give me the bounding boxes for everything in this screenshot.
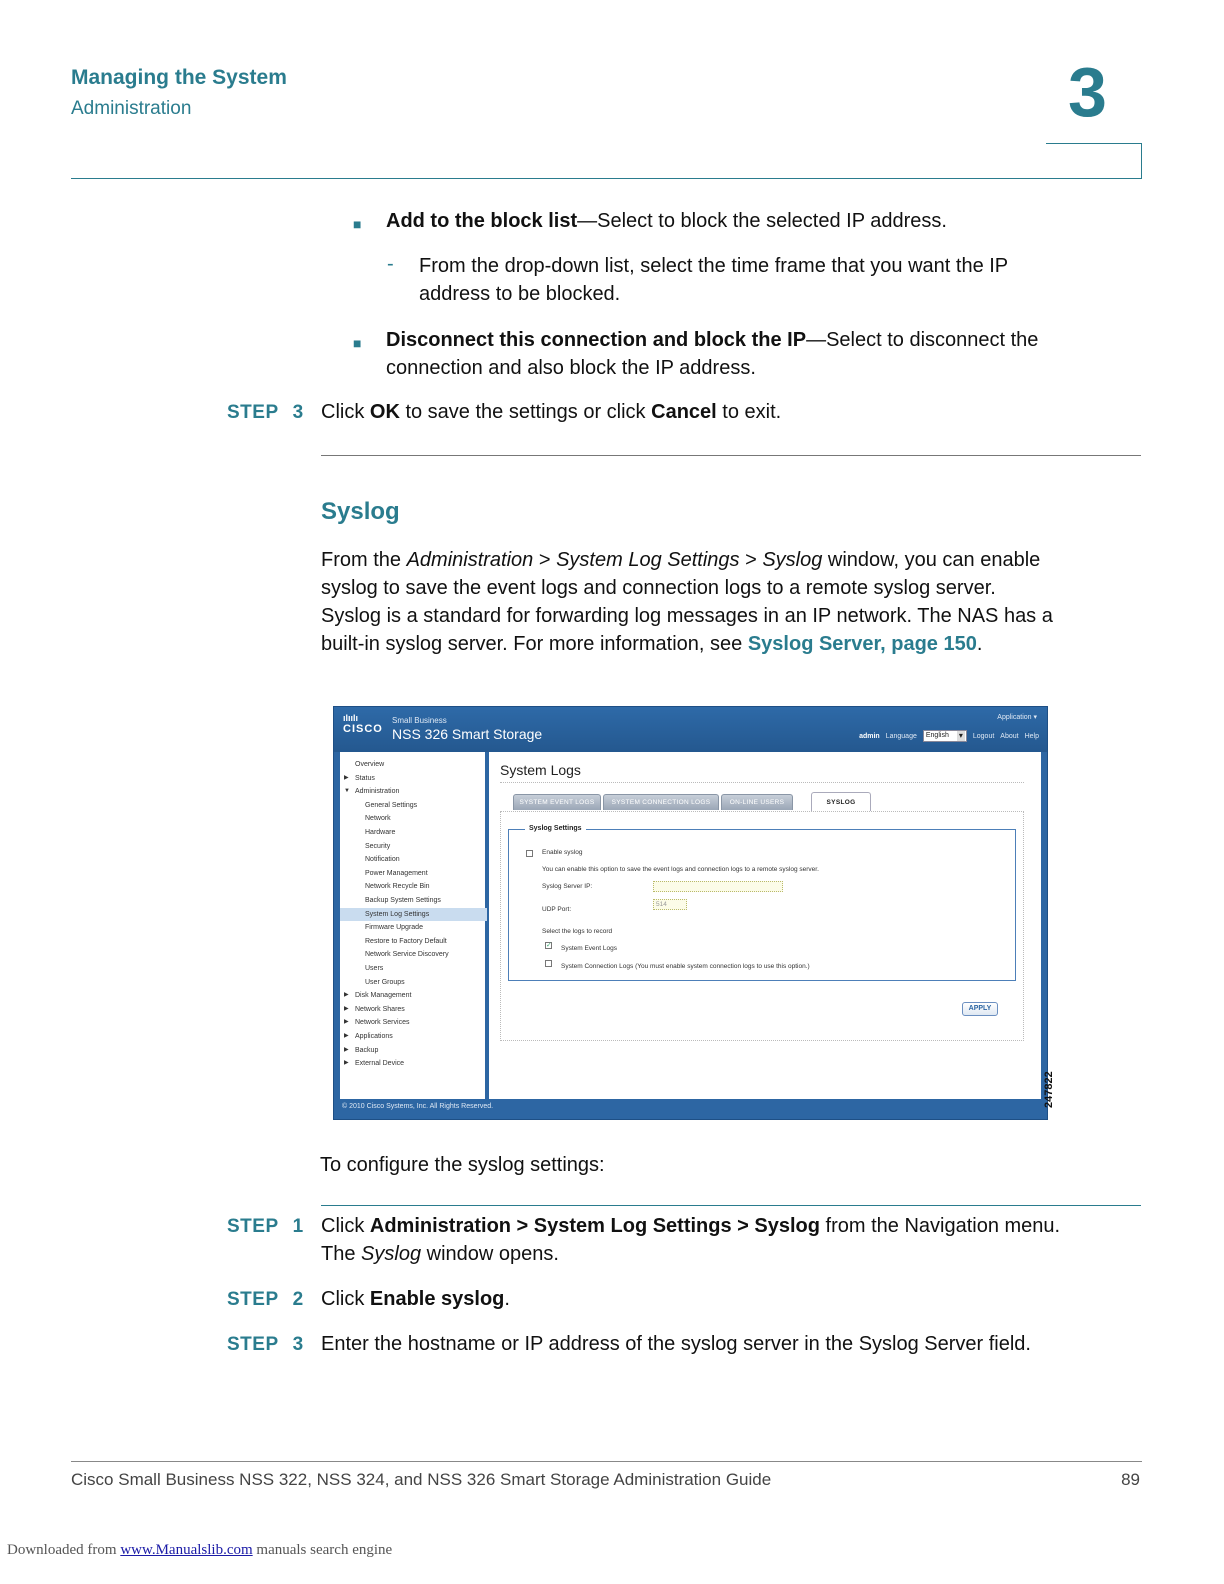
- caret-right-icon: ▶: [344, 1019, 349, 1026]
- select-logs-label: Select the logs to record: [542, 928, 613, 935]
- text-run: to save the settings or click: [399, 401, 652, 423]
- text-bold: OK: [369, 401, 400, 423]
- sidebar-item-label: User Groups: [365, 978, 405, 986]
- tab-syslog[interactable]: SYSLOG: [811, 792, 871, 811]
- sidebar-item-label: Backup System Settings: [365, 897, 441, 904]
- udp-port-label: UDP Port:: [542, 906, 572, 913]
- text-bold: Administration > System Log Settings > Syslog: [369, 1215, 820, 1237]
- text-run: .: [976, 633, 983, 655]
- sidebar-item-label: Power Management: [365, 869, 428, 877]
- step-text: [321, 1212, 1060, 1268]
- small-business-label: Small Business: [392, 716, 447, 725]
- sidebar-item-label: Network: [365, 815, 391, 823]
- text-bold: Enable syslog: [369, 1288, 505, 1310]
- bullet-rest: —Select to block the selected IP address.: [577, 210, 947, 232]
- download-prefix: Downloaded from: [7, 1542, 121, 1558]
- configure-intro: To configure the syslog settings:: [320, 1154, 605, 1176]
- sidebar-item-label: Hardware: [365, 829, 396, 836]
- application-menu[interactable]: Application ▾: [997, 714, 1037, 721]
- app-copyright: © 2010 Cisco Systems, Inc. All Rights Reserved.: [342, 1103, 494, 1110]
- title-rule: [500, 782, 1024, 783]
- bullet-block-list: [386, 207, 947, 235]
- text-italic: Syslog: [361, 1243, 422, 1265]
- tab-system-connection-logs[interactable]: SYSTEM CONNECTION LOGS: [603, 794, 719, 810]
- sidebar-item-label: Applications: [355, 1033, 393, 1040]
- about-link[interactable]: About: [1000, 732, 1019, 740]
- step-text: [321, 1285, 510, 1313]
- text-italic: Administration: [406, 549, 534, 571]
- text-run: built-in syslog server. For more information, see: [321, 633, 748, 655]
- sidebar-item-label: General Settings: [365, 801, 418, 809]
- subbullet-line1: From the drop-down list, select the time frame that you want the IP: [419, 255, 1009, 277]
- text-run: window opens.: [421, 1243, 559, 1265]
- dash-marker: -: [387, 253, 394, 275]
- step-word: STEP: [227, 1216, 279, 1237]
- bullet-marker: ■: [353, 216, 362, 232]
- app-header-bar: [334, 707, 1047, 752]
- caret-right-icon: ▶: [344, 1005, 349, 1012]
- subbullet-line2: address to be blocked.: [419, 283, 621, 305]
- step-label: [227, 402, 304, 424]
- sidebar-item-backup-system-settings[interactable]: [340, 894, 487, 907]
- syslog-description: You can enable this option to save the event logs and connection logs to a remote syslog server.: [542, 866, 819, 873]
- header-rule: [71, 178, 1142, 179]
- step-word: STEP: [227, 1289, 279, 1310]
- sidebar-item-users[interactable]: [340, 962, 487, 975]
- step-label: [227, 1334, 304, 1356]
- bullet-bold: Add to the block list: [386, 210, 578, 232]
- sidebar-item-label: System Log Settings: [365, 910, 430, 918]
- footer-rule: [71, 1461, 1142, 1462]
- screenshot-figure: [333, 706, 1048, 1120]
- enable-syslog-checkbox[interactable]: [526, 850, 533, 857]
- sidebar-item-backup[interactable]: [340, 1044, 487, 1057]
- text-italic: Syslog: [762, 549, 823, 571]
- text-run: The: [321, 1243, 362, 1265]
- sidebar-item-security[interactable]: [340, 840, 487, 853]
- text-run: window, you can enable: [822, 549, 1041, 571]
- section-paragraph: [321, 546, 1151, 658]
- bullet-disconnect: [386, 326, 1038, 382]
- main-panel: [489, 752, 1041, 1099]
- apply-button[interactable]: APPLY: [962, 1002, 998, 1016]
- connection-logs-checkbox[interactable]: [545, 960, 552, 967]
- caret-right-icon: ▶: [344, 774, 349, 781]
- sidebar-item-network-recycle-bin[interactable]: [340, 880, 487, 893]
- running-header-title: Managing the System: [71, 66, 287, 89]
- caret-right-icon: ▶: [344, 1060, 349, 1067]
- sidebar-item-disk-management[interactable]: [340, 989, 487, 1002]
- sidebar-item-firmware-upgrade[interactable]: [340, 921, 487, 934]
- bullet-line2: connection and also block the IP address.: [386, 357, 756, 379]
- sidebar-item-label: Status: [355, 774, 375, 782]
- product-name: NSS 326 Smart Storage: [392, 726, 543, 742]
- sidebar-item-label: External Device: [355, 1060, 405, 1068]
- paragraph-line: Syslog is a standard for forwarding log messages in an IP network. The NAS has a: [321, 605, 1053, 627]
- steps-rule: [321, 1205, 1141, 1206]
- page-title: System Logs: [500, 762, 581, 778]
- sidebar-item-general-settings[interactable]: [340, 799, 487, 812]
- caret-down-icon: ▼: [344, 788, 350, 795]
- text-run: Click: [321, 1215, 370, 1237]
- step-number: 1: [292, 1216, 304, 1237]
- text-run: Click: [321, 1288, 370, 1310]
- sidebar-item-label: Restore to Factory Default: [365, 937, 447, 945]
- syslog-settings-group: [508, 829, 1016, 981]
- section-rule: [321, 455, 1141, 456]
- sidebar-item-label: Backup: [355, 1046, 379, 1054]
- sidebar-item-status[interactable]: [340, 772, 487, 785]
- sidebar-item-overview[interactable]: [340, 758, 487, 771]
- sidebar-item-label: Security: [365, 842, 391, 850]
- step-text: [321, 398, 781, 426]
- sidebar-item-network-shares[interactable]: [340, 1003, 487, 1016]
- page-number: 89: [1121, 1470, 1140, 1489]
- logout-link[interactable]: Logout: [972, 732, 995, 740]
- sidebar-item-power-management[interactable]: [340, 867, 487, 880]
- sidebar-item-restore-to-factory-default[interactable]: [340, 935, 487, 948]
- figure-id: 247822: [1043, 1071, 1055, 1108]
- caret-right-icon: ▶: [344, 1046, 349, 1053]
- sidebar-item-label: Disk Management: [355, 992, 412, 1000]
- cisco-bars-icon: ılıılı: [343, 713, 359, 723]
- sidebar-item-label: Administration: [355, 788, 400, 796]
- help-link[interactable]: Help: [1024, 732, 1039, 740]
- step-number: 2: [292, 1289, 304, 1310]
- sidebar-item-network-service-discovery[interactable]: [340, 948, 487, 961]
- bullet-bold: Disconnect this connection and block the IP: [386, 329, 807, 351]
- tab-online-users[interactable]: ON-LINE USERS: [721, 794, 793, 810]
- user-name: admin: [859, 732, 880, 740]
- sidebar-item-label: Overview: [355, 761, 385, 768]
- caret-right-icon: ▶: [344, 992, 349, 999]
- text-run: Click: [321, 401, 370, 423]
- sidebar-item-label: Network Services: [355, 1019, 410, 1027]
- sidebar-item-label: Firmware Upgrade: [365, 924, 423, 932]
- event-logs-checkbox[interactable]: ✓: [546, 942, 552, 949]
- cisco-logo: [343, 714, 383, 735]
- download-suffix: manuals search engine: [252, 1542, 393, 1558]
- section-title: Syslog: [321, 498, 400, 525]
- enable-syslog-label: Enable syslog: [542, 849, 583, 856]
- navigation-tree: [340, 752, 487, 1099]
- footer-title: Cisco Small Business NSS 322, NSS 324, and NSS 326 Smart Storage Administration Guide: [71, 1470, 772, 1489]
- step-label: [227, 1216, 304, 1238]
- sidebar-item-label: Users: [365, 965, 384, 972]
- step-word: STEP: [227, 1334, 279, 1355]
- sidebar-item-notification[interactable]: [340, 853, 487, 866]
- sidebar-item-network-services[interactable]: [340, 1016, 487, 1029]
- step-number: 3: [292, 1334, 304, 1355]
- tab-system-event-logs[interactable]: SYSTEM EVENT LOGS: [513, 794, 601, 810]
- cross-reference-link[interactable]: Syslog Server, page 150: [747, 633, 977, 655]
- sidebar-item-applications[interactable]: [340, 1030, 487, 1043]
- chapter-number: 3: [1068, 53, 1107, 131]
- text-run: .: [504, 1288, 510, 1310]
- sidebar-item-network[interactable]: [340, 812, 487, 825]
- step-number: 3: [292, 402, 304, 423]
- sidebar-item-label: Network Service Discovery: [365, 951, 449, 959]
- step-word: STEP: [227, 402, 279, 423]
- sidebar-item-label: Notification: [365, 856, 400, 864]
- sidebar-item-user-groups[interactable]: [340, 976, 487, 989]
- text-run: to exit.: [716, 401, 782, 423]
- cisco-wordmark: CISCO: [343, 723, 383, 735]
- running-header-subtitle: Administration: [71, 98, 192, 119]
- top-links: [859, 730, 1039, 742]
- server-ip-input[interactable]: [653, 881, 783, 892]
- connection-logs-label: System Connection Logs (You must enable system connection logs to use this option.): [561, 963, 810, 970]
- step-label: [227, 1289, 304, 1311]
- server-ip-label: Syslog Server IP:: [542, 883, 593, 890]
- language-select[interactable]: English ▾: [923, 730, 967, 742]
- udp-port-input[interactable]: 514: [653, 899, 687, 910]
- sidebar-item-hardware[interactable]: [340, 826, 487, 839]
- text-run: from the Navigation menu.: [819, 1215, 1061, 1237]
- paragraph-line: syslog to save the event logs and connection logs to a remote syslog server.: [321, 577, 996, 599]
- group-legend: Syslog Settings: [525, 825, 586, 832]
- step-text: Enter the hostname or IP address of the syslog server in the Syslog Server field.: [321, 1333, 1031, 1355]
- caret-right-icon: ▶: [344, 1033, 349, 1039]
- text-bold: Cancel: [651, 401, 717, 423]
- event-logs-label: System Event Logs: [561, 945, 617, 952]
- sidebar-item-administration[interactable]: [340, 785, 487, 798]
- language-label: Language: [885, 732, 917, 740]
- bullet-marker: ■: [353, 335, 362, 351]
- sidebar-item-label: Network Recycle Bin: [365, 883, 430, 891]
- text-run: From the: [321, 549, 407, 571]
- text-run: >: [533, 549, 557, 571]
- text-italic: System Log Settings: [556, 549, 740, 571]
- sidebar-item-external-device[interactable]: [340, 1057, 487, 1070]
- download-line: [7, 1542, 392, 1559]
- sidebar-item-label: Network Shares: [355, 1005, 405, 1013]
- bullet-rest: —Select to disconnect the: [806, 329, 1039, 351]
- subbullet-text: [419, 252, 1008, 308]
- chapter-box: [1046, 143, 1142, 179]
- text-run: >: [739, 549, 763, 571]
- manualslib-link[interactable]: www.Manualslib.com: [120, 1542, 253, 1558]
- sidebar-item-system-log-settings[interactable]: [340, 908, 487, 921]
